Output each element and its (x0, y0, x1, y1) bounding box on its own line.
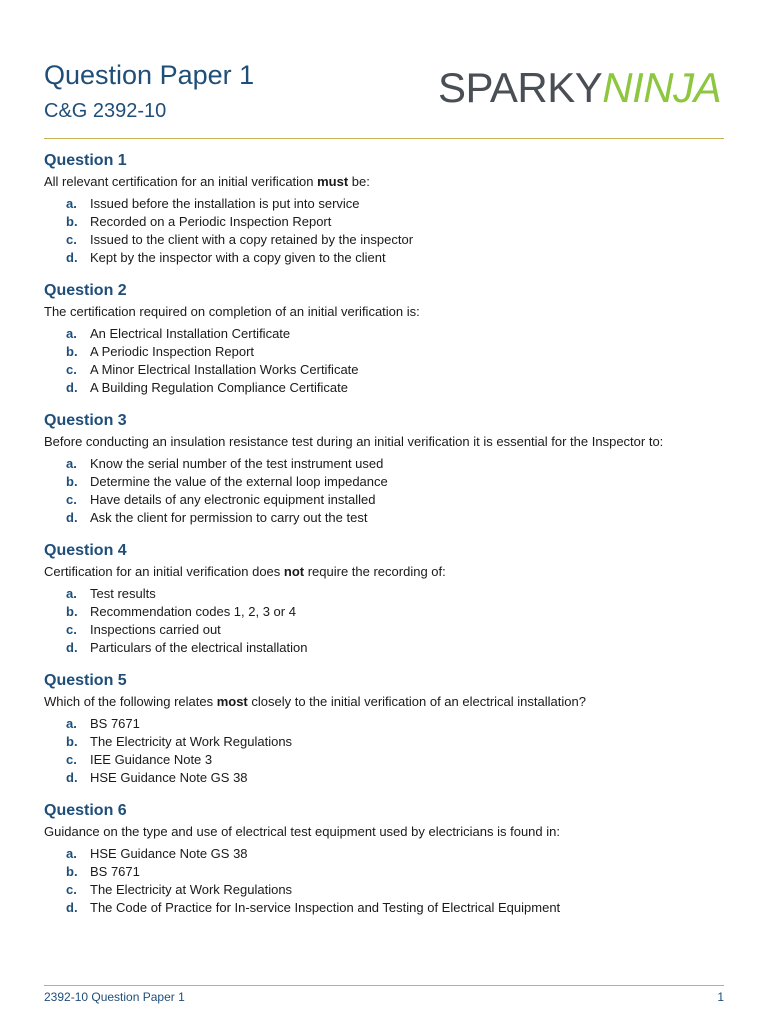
option-text: The Electricity at Work Regulations (90, 734, 293, 749)
question-title: Question 5 (44, 672, 127, 689)
option-letter: d. (66, 250, 78, 265)
question-title: Question 3 (44, 412, 127, 429)
option-text: HSE Guidance Note GS 38 (90, 846, 248, 861)
question-block (44, 670, 724, 787)
question-title: Question 6 (44, 802, 127, 819)
question-text-segment: Before conducting an insulation resistance test during an initial verification it is essential for the Inspector to: (44, 434, 664, 449)
page-subtitle: C&G 2392-10 (44, 100, 167, 122)
question-text-segment: All relevant certification for an initial verification (44, 174, 318, 189)
question-block (44, 150, 724, 267)
answer-option (44, 845, 724, 863)
option-letter: b. (66, 214, 78, 229)
question-text (44, 823, 724, 841)
option-letter: b. (66, 474, 78, 489)
option-letter: a. (66, 456, 77, 471)
option-letter: a. (66, 716, 77, 731)
answer-option (44, 249, 724, 267)
answer-option (44, 733, 724, 751)
option-letter: c. (66, 362, 77, 377)
question-text (44, 563, 724, 581)
answer-option (44, 899, 724, 917)
option-letter: d. (66, 900, 78, 915)
answer-option (44, 603, 724, 621)
option-letter: c. (66, 232, 77, 247)
question-text (44, 173, 724, 191)
option-text: Issued to the client with a copy retained by the inspector (90, 232, 414, 247)
option-text: BS 7671 (90, 716, 140, 731)
question-block (44, 540, 724, 657)
option-text: Recorded on a Periodic Inspection Report (90, 214, 332, 229)
option-text: A Minor Electrical Installation Works Certificate (90, 362, 359, 377)
answer-option (44, 195, 724, 213)
option-letter: c. (66, 882, 77, 897)
option-text: A Building Regulation Compliance Certificate (90, 380, 348, 395)
option-text: An Electrical Installation Certificate (90, 326, 291, 341)
question-block (44, 280, 724, 397)
question-text-segment: require the recording of: (304, 564, 446, 579)
answer-option (44, 863, 724, 881)
option-text: Kept by the inspector with a copy given to the client (90, 250, 386, 265)
page-title: Question Paper 1 (44, 60, 255, 90)
footer-divider (44, 985, 724, 986)
option-text: Determine the value of the external loop impedance (90, 474, 388, 489)
answer-option (44, 769, 724, 787)
question-text-segment: Which of the following relates (44, 694, 217, 709)
option-letter: d. (66, 380, 78, 395)
question-text (44, 693, 724, 711)
option-text: Particulars of the electrical installation (90, 640, 308, 655)
answer-option (44, 473, 724, 491)
sparkyninja-logo (438, 64, 721, 112)
answer-option (44, 361, 724, 379)
option-letter: d. (66, 640, 78, 655)
question-title: Question 4 (44, 542, 127, 559)
question-text-emphasis: most (216, 694, 248, 709)
answer-option (44, 881, 724, 899)
answer-option (44, 455, 724, 473)
option-letter: b. (66, 734, 78, 749)
page-number: 1 (717, 990, 724, 1004)
option-text: Issued before the installation is put into service (90, 196, 360, 211)
option-letter: a. (66, 846, 77, 861)
option-letter: b. (66, 864, 78, 879)
option-text: Know the serial number of the test instrument used (90, 456, 384, 471)
question-text-segment: Certification for an initial verification does (44, 564, 284, 579)
answer-option (44, 231, 724, 249)
question-text-segment: closely to the initial verification of an electrical installation? (247, 694, 586, 709)
option-letter: b. (66, 604, 78, 619)
answer-option (44, 343, 724, 361)
answer-option (44, 585, 724, 603)
question-title: Question 2 (44, 282, 127, 299)
answer-option (44, 509, 724, 527)
option-text: Recommendation codes 1, 2, 3 or 4 (90, 604, 296, 619)
question-text-emphasis: must (317, 174, 349, 189)
answer-option (44, 491, 724, 509)
option-letter: d. (66, 510, 78, 525)
option-letter: b. (66, 344, 78, 359)
option-text: Have details of any electronic equipment installed (90, 492, 376, 507)
option-letter: c. (66, 492, 77, 507)
question-list (44, 150, 724, 930)
option-text: The Electricity at Work Regulations (90, 882, 293, 897)
option-text: A Periodic Inspection Report (90, 344, 255, 359)
logo-text-sparky: SPARKY (438, 64, 603, 111)
option-letter: a. (66, 196, 77, 211)
option-letter: d. (66, 770, 78, 785)
option-letter: c. (66, 622, 77, 637)
option-text: Inspections carried out (90, 622, 221, 637)
question-text (44, 303, 724, 321)
option-letter: a. (66, 586, 77, 601)
question-text-segment: Guidance on the type and use of electrical test equipment used by electricians is found in: (44, 824, 560, 839)
answer-option (44, 325, 724, 343)
question-text-segment: The certification required on completion of an initial verification is: (44, 304, 420, 319)
page-header (44, 58, 254, 124)
option-text: Ask the client for permission to carry out the test (90, 510, 368, 525)
option-text: IEE Guidance Note 3 (90, 752, 213, 767)
question-block (44, 410, 724, 527)
option-text: HSE Guidance Note GS 38 (90, 770, 248, 785)
question-text-segment: be: (348, 174, 370, 189)
option-text: The Code of Practice for In-service Inspection and Testing of Electrical Equipment (90, 900, 561, 915)
option-text: Test results (90, 586, 156, 601)
question-text (44, 433, 724, 451)
answer-option (44, 751, 724, 769)
answer-option (44, 379, 724, 397)
answer-option (44, 715, 724, 733)
question-title: Question 1 (44, 152, 127, 169)
answer-option (44, 621, 724, 639)
option-text: BS 7671 (90, 864, 140, 879)
answer-option (44, 639, 724, 657)
footer-label: 2392-10 Question Paper 1 (44, 990, 185, 1004)
option-letter: a. (66, 326, 77, 341)
header-divider (44, 138, 724, 139)
answer-option (44, 213, 724, 231)
question-text-emphasis: not (283, 564, 305, 579)
logo-text-ninja: NINJA (602, 64, 722, 111)
question-block (44, 800, 724, 917)
option-letter: c. (66, 752, 77, 767)
